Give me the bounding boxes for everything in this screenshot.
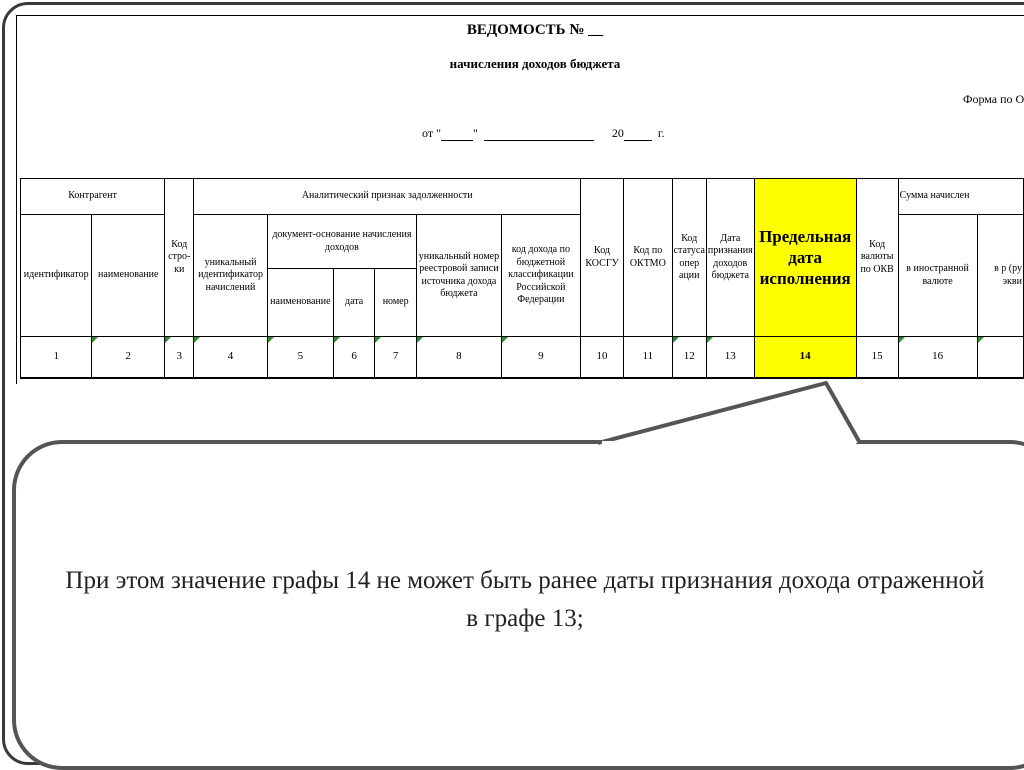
callout-text: При этом значение графы 14 не может быть ранее даты признания дохода отраженной в графе 13; bbox=[65, 567, 985, 632]
col-num-12: 12 bbox=[672, 337, 706, 379]
date-prefix: от " bbox=[422, 126, 441, 140]
header-recognition-date: Дата признания доходов бюджета bbox=[706, 179, 754, 337]
col-num-1: 1 bbox=[21, 337, 92, 379]
header-foreign-currency: в иностранной валюте bbox=[898, 215, 977, 337]
col-num-7: 7 bbox=[375, 337, 417, 379]
header-basis-number: номер bbox=[375, 269, 417, 337]
header-basis-date: дата bbox=[334, 269, 375, 337]
date-suffix: г. bbox=[657, 126, 665, 140]
header-name: наименование bbox=[92, 215, 165, 337]
col-num-14-highlighted: 14 bbox=[754, 337, 856, 379]
date-mid: " bbox=[472, 126, 478, 140]
header-row-code: Код стро-ки bbox=[165, 179, 194, 337]
col-num-13: 13 bbox=[706, 337, 754, 379]
col-num-8: 8 bbox=[417, 337, 502, 379]
header-registry-number: уникальный номер реестровой записи источника дохода бюджета bbox=[417, 215, 502, 337]
col-num-3: 3 bbox=[165, 337, 194, 379]
header-oktmo: Код по ОКТМО bbox=[624, 179, 673, 337]
col-num-11: 11 bbox=[624, 337, 673, 379]
header-basis-doc: документ-основание начисления доходов bbox=[267, 215, 417, 269]
header-analytic: Аналитический признак задолженности bbox=[194, 179, 581, 215]
header-amount: Сумма начислен bbox=[898, 179, 1023, 215]
col-num-10: 10 bbox=[581, 337, 624, 379]
header-contractor: Контрагент bbox=[21, 179, 165, 215]
header-identifier: идентификатор bbox=[21, 215, 92, 337]
date-year: 20 bbox=[611, 126, 624, 140]
header-unique-id: уникальный идентификатор начислений bbox=[194, 215, 267, 337]
header-rub-equiv: в р (ру экви bbox=[977, 215, 1023, 337]
header-kosgu: Код КОСГУ bbox=[581, 179, 624, 337]
col-num-6: 6 bbox=[334, 337, 375, 379]
document-title: ВЕДОМОСТЬ № __ bbox=[466, 22, 604, 38]
col-num-4: 4 bbox=[194, 337, 267, 379]
header-basis-name: наименование bbox=[267, 269, 334, 337]
header-deadline-highlighted: Предельная дата исполнения bbox=[754, 179, 856, 337]
document-subtitle: начисления доходов бюджета bbox=[449, 56, 621, 71]
col-num-9: 9 bbox=[501, 337, 580, 379]
form-label: Форма по О bbox=[963, 92, 1024, 106]
header-currency-code: Код валюты по ОКВ bbox=[856, 179, 898, 337]
header-status-code: Код статуса опер ации bbox=[672, 179, 706, 337]
col-num-2: 2 bbox=[92, 337, 165, 379]
col-num-15: 15 bbox=[856, 337, 898, 379]
col-num-5: 5 bbox=[267, 337, 334, 379]
col-num-16: 16 bbox=[898, 337, 977, 379]
header-income-code: код дохода по бюджетной классификации Российской Федерации bbox=[501, 215, 580, 337]
